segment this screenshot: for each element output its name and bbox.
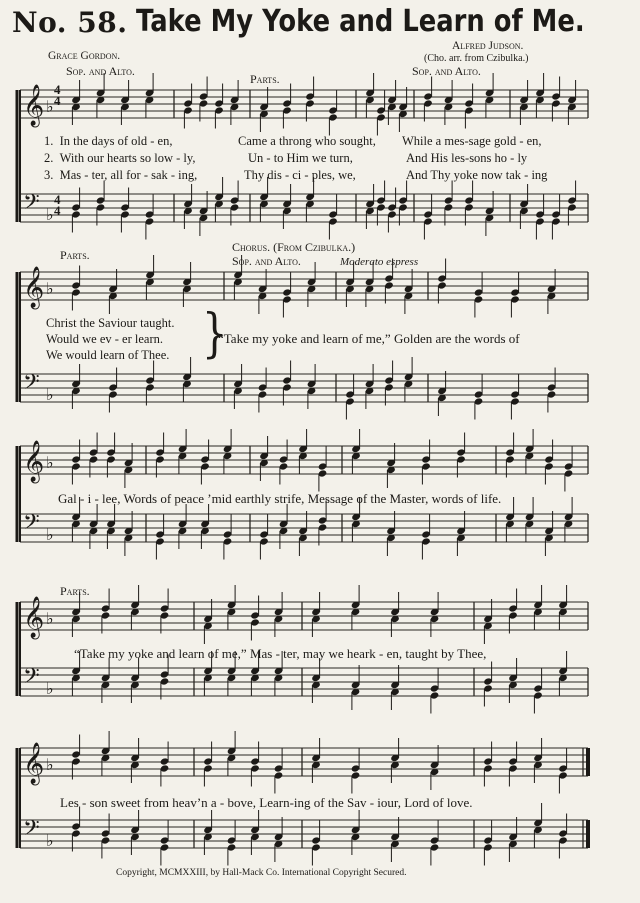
- label-sop-alto: Sop. and Alto.: [66, 64, 135, 78]
- label-parts: Parts.: [60, 248, 90, 262]
- chorus-line-1: “Take my yoke and learn of me,” Golden are the words of: [218, 331, 520, 346]
- bass-clef: 𝄢: [23, 510, 40, 540]
- hymn-number: No. 58.: [12, 6, 128, 39]
- label-parts: Parts.: [60, 584, 90, 598]
- verse-line-1a: 1. In the days of old - en,: [44, 134, 173, 148]
- verse-line-1c: While a mes-sage gold - en,: [402, 134, 542, 148]
- label-sop-alto: Sop. and Alto.: [232, 254, 301, 268]
- verse-line-2a: 2. With our hearts so low - ly,: [44, 151, 196, 165]
- verse-line-3d: We would learn of Thee.: [46, 348, 170, 362]
- verse-brace: }: [202, 304, 228, 364]
- treble-clef: 𝄞: [23, 597, 45, 638]
- flat-sign: ♭: [46, 755, 54, 774]
- flat-sign: ♭: [46, 279, 54, 298]
- time-signature-bass: 4 4: [54, 192, 61, 218]
- treble-clef: 𝄞: [23, 743, 45, 784]
- flat-sign: ♭: [46, 609, 54, 628]
- hymn-title: Take My Yoke and Learn of Me.: [136, 4, 585, 39]
- chorus-line-3: “Take my yoke and learn of me,” Mas - ter, may we heark - en, taught by Thee,: [74, 646, 487, 661]
- composer: Grace Gordon.: [48, 50, 121, 62]
- flat-sign: ♭: [46, 97, 54, 116]
- flat-sign: ♭: [46, 525, 54, 544]
- flat-sign: ♭: [46, 679, 54, 698]
- flat-sign: ♭: [46, 385, 54, 404]
- flat-sign: ♭: [46, 831, 54, 850]
- bass-clef: 𝄢: [23, 370, 40, 400]
- treble-clef: 𝄞: [23, 267, 45, 308]
- treble-clef: 𝄞: [23, 441, 45, 482]
- verse-line-3a: 3. Mas - ter, all for - sak - ing,: [44, 168, 198, 182]
- flat-sign: ♭: [46, 205, 54, 224]
- verse-line-2b: Un - to Him we turn,: [248, 151, 353, 165]
- bass-clef: 𝄢: [23, 664, 40, 694]
- label-parts: Parts.: [250, 72, 280, 86]
- verse-line-3c: And Thy yoke now tak - ing: [406, 168, 548, 182]
- label-chorus: Chorus. (From Czibulka.): [232, 240, 356, 254]
- author: Alfred Judson.: [452, 40, 524, 52]
- copyright-notice: Copyright, MCMXXIII, by Hall-Mack Co. International Copyright Secured.: [116, 868, 407, 878]
- label-sop-alto: Sop. and Alto.: [412, 64, 481, 78]
- verse-line-1d: Christ the Saviour taught.: [46, 316, 175, 330]
- flat-sign: ♭: [46, 453, 54, 472]
- time-signature-treble: 4 4: [54, 82, 61, 108]
- arranger-note: (Cho. arr. from Czibulka.): [424, 53, 529, 64]
- bass-clef: 𝄢: [23, 816, 40, 846]
- chorus-line-4: Les - son sweet from heav’n a - bove, Learn-ing of the Sav - iour, Lord of love.: [60, 795, 473, 810]
- verse-line-1b: Came a throng who sought,: [238, 134, 376, 148]
- chorus-line-2: Gal - i - lee, Words of peace ’mid earthly strife, Message of the Master, words of life.: [58, 491, 502, 506]
- verse-line-2c: And His les-sons ho - ly: [406, 151, 528, 165]
- tempo-marking: Moderato espress: [340, 256, 419, 268]
- verse-line-3b: Thy dis - ci - ples, we,: [244, 168, 356, 182]
- bass-clef: 𝄢: [23, 190, 40, 220]
- treble-clef: 𝄞: [23, 85, 45, 126]
- verse-line-2d: Would we ev - er learn.: [46, 332, 163, 346]
